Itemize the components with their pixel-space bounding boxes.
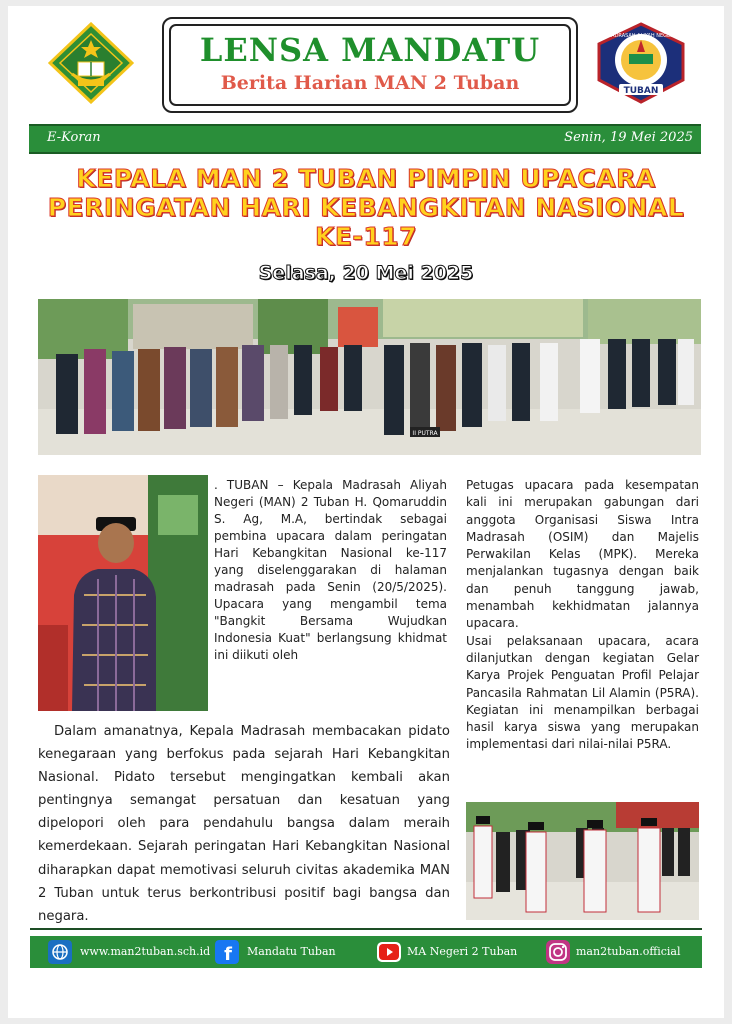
masthead	[162, 17, 578, 113]
article-col1: . TUBAN – Kepala Madrasah Aliyah Negeri (MAN) 2 Tuban H. Qomaruddin S. Ag, M.A, bertindak sebagai pembina upacara dalam peringatan Hari Kebangkitan Nasional ke-117 yang diselenggarakan di halaman madrasah pada Senin (20/5/2025). Upacara yang mengambil tema "Bangkit Bersama Wujudkan Indonesia Kuat" berlangsung khidmat ini diikuti oleh	[214, 478, 447, 662]
headline: KEPALA MAN 2 TUBAN PIMPIN UPACARA PERINGATAN HARI KEBANGKITAN NASIONAL KE-117	[47, 164, 685, 251]
article-col2	[466, 477, 699, 754]
flag-team-photo	[466, 802, 699, 920]
principal-photo	[38, 475, 208, 711]
kemenag-logo	[48, 22, 134, 104]
article-wide-paragraph: Dalam amanatnya, Kepala Madrasah membacakan pidato kenegaraan yang berfokus pada sejarah Hari Kebangkitan Nasional. Pidato tersebut mengingatkan kembali akan pentingnya semangat persatuan dan kesatuan yang dipelopori oleh para pendahulu bangsa dalam meraih kemerdekaan. Sejarah peringatan Hari Kebangkitan Nasional diharapkan dapat memotivasi seluruh civitas akademika MAN 2 Tuban untuk terus berkontribusi positif bagi bangsa dan negara.	[38, 724, 450, 924]
footer-instagram[interactable]: man2tuban.official	[576, 945, 681, 958]
svg-text:f: f	[224, 944, 232, 964]
man-tuban-logo	[595, 22, 687, 104]
article-col2-p2: Usai pelaksanaan upacara, acara dilanjutkan dengan kegiatan Gelar Karya Projek Penguatan Profil Pelajar Pancasila Rahmatan Lil Alamin (P5RA). Kegiatan ini menampilkan berbagai hasil karya siswa yang merupakan implementasi dari nilai-nilai P5RA.	[466, 633, 699, 752]
facebook-icon	[215, 940, 239, 964]
footer-bar	[30, 936, 702, 968]
edition-date: Senin, 19 Mei 2025	[564, 130, 693, 145]
youtube-icon	[377, 942, 401, 962]
footer-facebook[interactable]: Mandatu Tuban	[247, 945, 336, 958]
ceremony-photo	[38, 299, 701, 455]
logo-arc-text: MADRASAH ALIYAH NEGERI	[606, 33, 676, 39]
edition-label: E-Koran	[47, 130, 101, 145]
footer-divider	[30, 928, 702, 930]
article-col2-p1: Petugas upacara pada kesempatan kali ini merupakan gabungan dari anggota Organisasi Siswa Intra Madrasah (OSIM) dan Majelis Perwakilan Kelas (MPK). Mereka menjalankan tugasnya dengan baik dan penuh tanggung jawab, menambah kekhidmatan jalannya upacara.	[466, 478, 699, 631]
newspaper-title: LENSA MANDATU	[199, 31, 541, 69]
logo-tuban-text: TUBAN	[623, 86, 659, 96]
article-date: Selasa, 20 Mei 2025	[258, 262, 474, 284]
footer-youtube[interactable]: MA Negeri 2 Tuban	[407, 945, 518, 958]
globe-icon	[48, 940, 72, 964]
instagram-icon	[546, 940, 570, 964]
edition-bar	[29, 124, 701, 154]
ceremony-sign-text: II PUTRA	[412, 430, 438, 437]
footer-website[interactable]: www.man2tuban.sch.id	[80, 945, 211, 958]
newspaper-subtitle: Berita Harian MAN 2 Tuban	[220, 72, 520, 94]
